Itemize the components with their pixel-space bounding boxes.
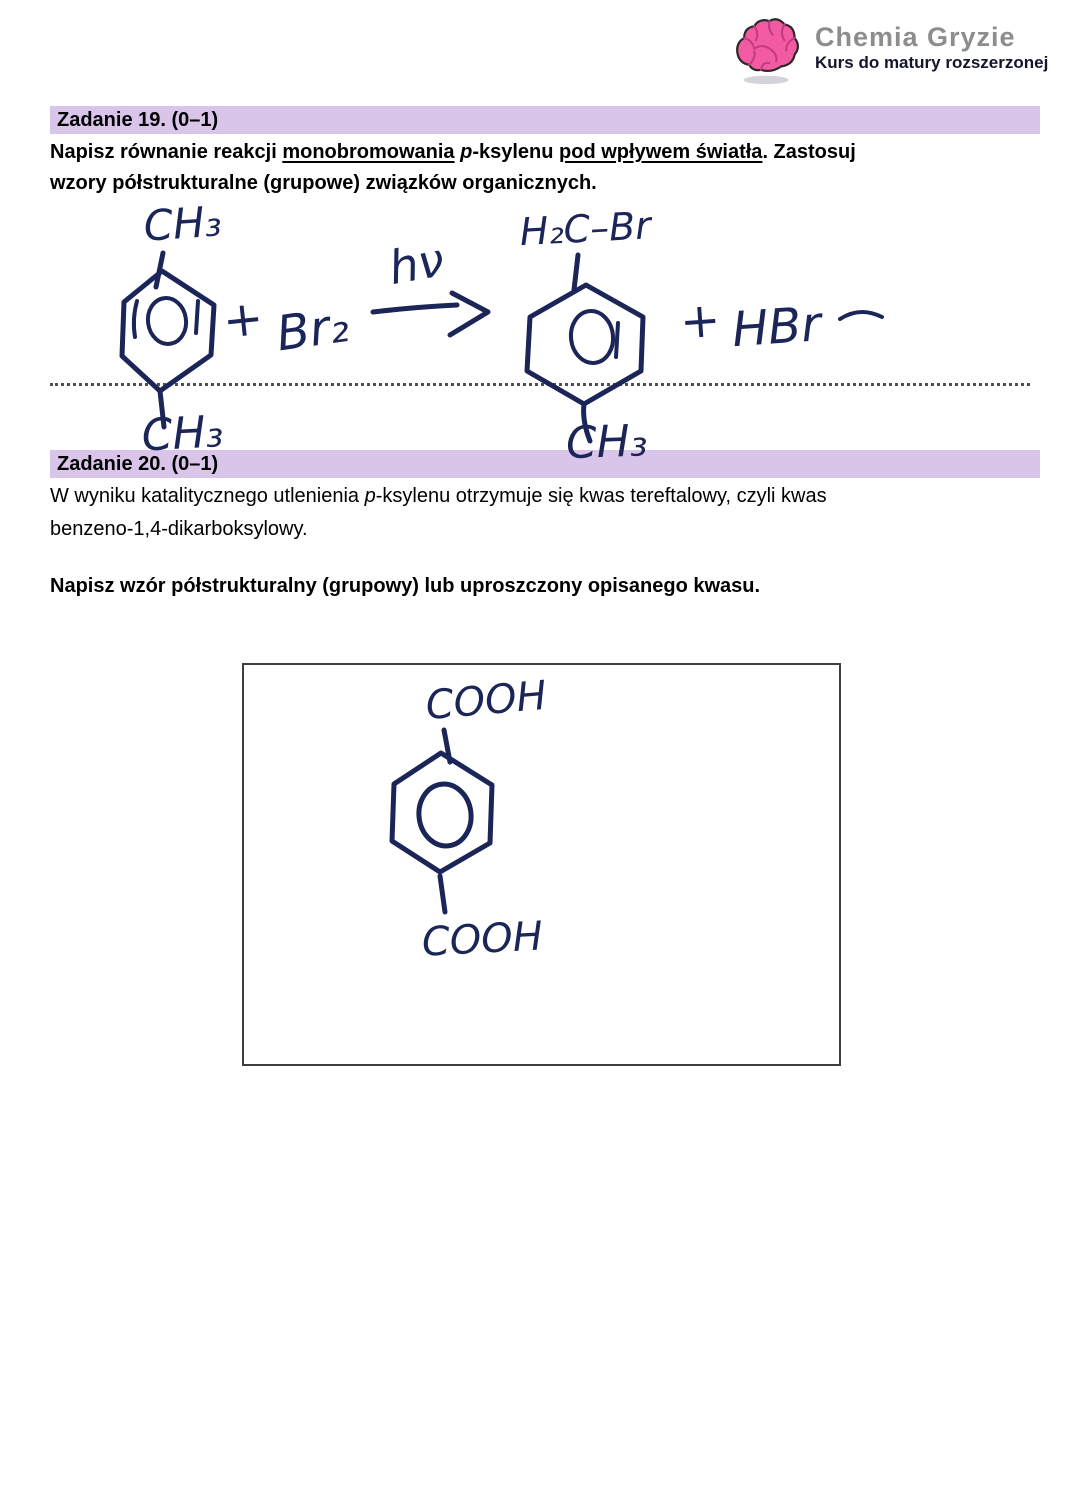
task20-instruction: Napisz wzór półstrukturalny (grupowy) lub uproszczony opisanego kwasu. (50, 575, 761, 597)
task19-text-line1: Napisz równanie reakcji monobromowania p-ksylenu pod wpływem światła. Zastosuj (50, 141, 856, 163)
bond (160, 391, 164, 427)
reactant-top-methyl-label: CH₃ (141, 196, 223, 251)
task20-answer-box (242, 663, 841, 1066)
plus-sign: + (678, 291, 723, 351)
ring-inner-mark (134, 301, 137, 337)
reaction-arrow-shaft (373, 305, 457, 312)
product-top-group-label: H₂C–Br (518, 203, 652, 255)
task19-text-line2: wzory półstrukturalne (grupowe) związków organicznych. (50, 172, 597, 194)
brand-tagline: Kurs do matury rozszerzonej (815, 53, 1049, 72)
ring-inner-mark (196, 301, 198, 333)
bromine-reagent-label: Br₂ (273, 296, 353, 363)
bond (584, 404, 590, 441)
top-carboxyl-label: COOH (423, 672, 549, 730)
pen-flourish (840, 312, 882, 319)
handwritten-reaction-equation (40, 195, 1040, 485)
benzene-ring (527, 285, 643, 404)
product-bottom-methyl-label: CH₃ (565, 415, 649, 470)
handwritten-terephthalic-acid (244, 665, 839, 1064)
task19-header: Zadanie 19. (0–1) (50, 106, 1040, 134)
benzene-ring (392, 753, 492, 872)
reaction-arrow-head (450, 293, 488, 335)
hbr-byproduct-label: HBr (730, 296, 823, 359)
answer-dotted-line (50, 383, 1030, 386)
task20-text-line1: W wyniku katalitycznego utlenienia p-ksylenu otrzymuje się kwas tereftalowy, czyli kwas (50, 485, 827, 507)
aromatic-circle (145, 296, 189, 347)
aromatic-circle (568, 309, 615, 365)
plus-sign: + (220, 289, 267, 350)
aromatic-circle (415, 781, 474, 849)
reactant-bottom-methyl-label: CH₃ (140, 406, 225, 462)
bottom-carboxyl-label: COOH (420, 913, 544, 966)
brand-title: Chemia Gryzie (815, 22, 1016, 52)
ring-inner-mark (616, 323, 618, 357)
benzene-ring (122, 271, 214, 391)
bond (440, 876, 445, 912)
task20-header: Zadanie 20. (0–1) (50, 450, 1040, 478)
p-xylene-structure (122, 196, 224, 461)
light-condition-label: hν (384, 232, 449, 296)
brain-logo-icon (724, 6, 808, 90)
bond (574, 255, 578, 290)
bromomethyl-toluene-structure (519, 203, 655, 469)
task20-text-line2: benzeno-1,4-dikarboksylowy. (50, 518, 308, 540)
bond (156, 253, 163, 287)
